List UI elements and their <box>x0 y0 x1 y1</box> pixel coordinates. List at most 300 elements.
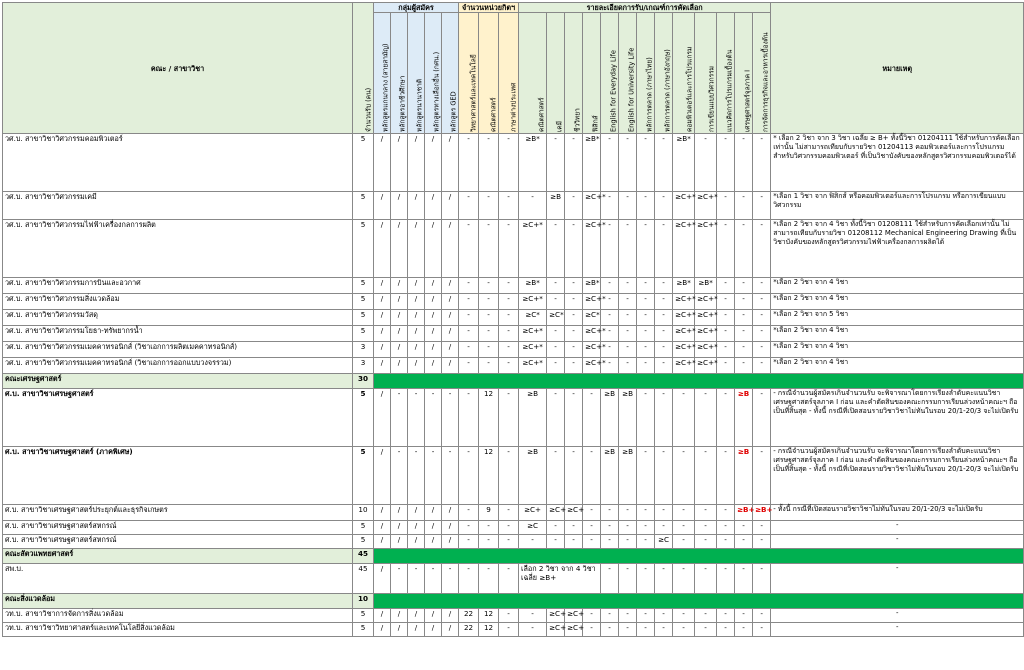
criteria-cell: ≥B* <box>519 134 547 192</box>
program-name: วศ.บ. สาขาวิชาวิศวกรรมสิ่งแวดล้อม <box>3 294 353 310</box>
criteria-subject-header: คณิตศาสตร์ <box>519 13 547 134</box>
criteria-cell: ≥C+* <box>583 358 601 374</box>
criteria-cell: / <box>374 609 391 623</box>
criteria-cell: - <box>717 294 735 310</box>
criteria-cell: - <box>459 521 479 535</box>
criteria-cell: - <box>735 358 753 374</box>
criteria-cell: - <box>601 342 619 358</box>
criteria-cell: - <box>735 609 753 623</box>
criteria-cell: - <box>408 564 425 594</box>
criteria-cell: / <box>374 326 391 342</box>
criteria-cell: - <box>583 389 601 447</box>
criteria-cell: - <box>499 623 519 637</box>
criteria-subject-header: English for University Life <box>619 13 637 134</box>
criteria-cell: / <box>408 358 425 374</box>
criteria-cell: - <box>637 134 655 192</box>
criteria-cell: / <box>391 294 408 310</box>
applicant-type-header: หลักสูตร GED <box>442 13 459 134</box>
criteria-cell: / <box>442 535 459 549</box>
criteria-cell: - <box>655 220 673 278</box>
criteria-cell: - <box>601 134 619 192</box>
criteria-cell: - <box>459 134 479 192</box>
criteria-cell: / <box>408 521 425 535</box>
criteria-cell: / <box>408 134 425 192</box>
faculty-section-name: คณะสิ่งแวดล้อม <box>3 594 353 609</box>
criteria-cell: - <box>499 342 519 358</box>
criteria-cell: - <box>695 535 717 549</box>
criteria-cell: 12 <box>479 447 499 505</box>
criteria-cell: - <box>425 564 442 594</box>
criteria-cell: / <box>425 326 442 342</box>
criteria-cell: / <box>374 564 391 594</box>
table-row <box>3 358 1024 374</box>
criteria-cell: - <box>619 134 637 192</box>
criteria-cell: / <box>408 609 425 623</box>
criteria-cell: - <box>479 326 499 342</box>
program-note: *เลือก 2 วิชา จาก 4 วิชา <box>771 326 1024 342</box>
criteria-cell: - <box>655 310 673 326</box>
program-quota: 5 <box>353 535 374 549</box>
criteria-cell: - <box>655 389 673 447</box>
criteria-cell: / <box>391 342 408 358</box>
criteria-cell: - <box>619 521 637 535</box>
criteria-cell: - <box>547 535 565 549</box>
criteria-cell: - <box>499 358 519 374</box>
criteria-cell: - <box>753 358 771 374</box>
criteria-cell: / <box>374 192 391 220</box>
criteria-cell: - <box>637 609 655 623</box>
criteria-subject-header: การเขียนแบบวิศวกรรม <box>695 13 717 134</box>
unit-subject-header: ภาษาต่างประเทศ <box>499 13 519 134</box>
criteria-cell: - <box>753 220 771 278</box>
unit-subject-header: วิทยาศาสตร์และเทคโนโลยี <box>459 13 479 134</box>
criteria-cell: - <box>655 358 673 374</box>
criteria-cell: ≥C+* <box>673 358 695 374</box>
program-note: - กรณีจำนวนผู้สมัครเกินจำนวนรับ จะพิจารณาโดยการเรียงลำดับคะแนนวิชาเศรษฐศาสตร์จุลภาค I ก่อน และคำตัดสินของคณะกรรมการเรียนล่วงหน้าคณะฯ ถือเป็นที่สิ้นสุด - ทั้งนี้ กรณีที่เปิดสอนรายวิชาวิชาไม่ทันในรอบ 20/1-20/3 จะไม่เปิดรับ <box>771 389 1024 447</box>
criteria-cell: - <box>565 192 583 220</box>
criteria-cell: / <box>442 220 459 278</box>
criteria-cell: - <box>717 609 735 623</box>
program-name: วศ.บ. สาขาวิชาวิศวกรรมไฟฟ้าเครื่องกลการผลิต <box>3 220 353 278</box>
criteria-cell: / <box>374 521 391 535</box>
criteria-cell: - <box>499 505 519 521</box>
criteria-cell: - <box>499 294 519 310</box>
criteria-cell: - <box>655 294 673 310</box>
criteria-cell: 12 <box>479 609 499 623</box>
criteria-cell: - <box>655 134 673 192</box>
program-note: *เลือก 2 วิชา จาก 4 วิชา <box>771 358 1024 374</box>
criteria-cell: - <box>753 310 771 326</box>
criteria-cell: ≥C+* <box>519 342 547 358</box>
criteria-cell: - <box>565 310 583 326</box>
criteria-cell: / <box>374 134 391 192</box>
program-name: ศ.บ. สาขาวิชาเศรษฐศาสตร์ (ภาคพิเศษ) <box>3 447 353 505</box>
criteria-cell: - <box>637 564 655 594</box>
criteria-cell: / <box>408 294 425 310</box>
criteria-cell: / <box>442 505 459 521</box>
criteria-cell: - <box>601 192 619 220</box>
table-row <box>3 342 1024 358</box>
criteria-cell: - <box>479 192 499 220</box>
criteria-cell: - <box>601 220 619 278</box>
criteria-cell: - <box>479 294 499 310</box>
criteria-cell: - <box>519 535 547 549</box>
criteria-cell: 12 <box>479 623 499 637</box>
criteria-cell: - <box>601 521 619 535</box>
criteria-cell: - <box>753 623 771 637</box>
criteria-cell: / <box>391 278 408 294</box>
program-quota: 5 <box>353 310 374 326</box>
table-row <box>3 134 1024 192</box>
criteria-cell: - <box>519 192 547 220</box>
program-name: วท.บ. สาขาวิชาการจัดการสิ่งแวดล้อม <box>3 609 353 623</box>
criteria-cell: / <box>408 278 425 294</box>
criteria-cell: - <box>391 564 408 594</box>
criteria-cell: - <box>637 389 655 447</box>
criteria-cell: / <box>391 326 408 342</box>
criteria-cell: - <box>717 505 735 521</box>
criteria-cell: ≥B <box>547 192 565 220</box>
criteria-cell: ≥C+ <box>565 609 583 623</box>
criteria-cell: / <box>391 521 408 535</box>
table-row <box>3 192 1024 220</box>
program-name: ศ.บ. สาขาวิชาเศรษฐศาสตร์สหกรณ์ <box>3 535 353 549</box>
criteria-cell: / <box>374 358 391 374</box>
criteria-cell: - <box>408 447 425 505</box>
criteria-cell: - <box>601 326 619 342</box>
program-quota: 5 <box>353 609 374 623</box>
criteria-cell: ≥C+* <box>695 342 717 358</box>
faculty-section-quota: 45 <box>353 549 374 564</box>
program-note: *เลือก 2 วิชา จาก 4 วิชา <box>771 342 1024 358</box>
criteria-cell: - <box>717 278 735 294</box>
criteria-cell: ≥B+ <box>735 505 753 521</box>
criteria-cell: / <box>408 310 425 326</box>
criteria-cell: / <box>391 358 408 374</box>
criteria-cell: / <box>442 609 459 623</box>
criteria-cell: - <box>442 564 459 594</box>
criteria-cell: - <box>425 447 442 505</box>
criteria-cell: - <box>459 326 479 342</box>
criteria-cell: - <box>753 326 771 342</box>
table-row <box>3 521 1024 535</box>
criteria-cell: / <box>442 192 459 220</box>
criteria-cell: ≥C+* <box>583 326 601 342</box>
section-band <box>374 549 1024 564</box>
criteria-cell: - <box>479 220 499 278</box>
criteria-cell: ≥C+* <box>519 220 547 278</box>
criteria-cell: - <box>753 447 771 505</box>
criteria-cell: ≥C+* <box>519 294 547 310</box>
table-row <box>3 609 1024 623</box>
criteria-cell: - <box>583 623 601 637</box>
admission-criteria-table <box>2 2 1024 637</box>
criteria-cell: - <box>583 521 601 535</box>
program-quota: 3 <box>353 358 374 374</box>
criteria-cell: - <box>479 521 499 535</box>
table-row <box>3 326 1024 342</box>
criteria-cell: - <box>637 535 655 549</box>
criteria-cell: - <box>619 358 637 374</box>
criteria-cell: ≥B* <box>673 134 695 192</box>
program-note: *เลือก 2 วิชา จาก 4 วิชา ทั้งนี้วิชา 01208111 ใช้สำหรับการคัดเลือกเท่านั้น ไม่สามารถเทียบกับรายวิชา 01208112 Mechanical Engineering Drawing ที่เป็นวิชาบังคับของหลักสูตรวิศวกรรมไฟฟ้าเครื่องกลการผลิตได้ <box>771 220 1024 278</box>
criteria-cell: - <box>619 609 637 623</box>
criteria-cell: - <box>459 447 479 505</box>
criteria-cell: - <box>637 220 655 278</box>
criteria-cell: / <box>391 310 408 326</box>
criteria-cell: - <box>619 564 637 594</box>
faculty-section-row <box>3 374 1024 389</box>
criteria-cell: - <box>637 192 655 220</box>
criteria-cell: ≥B <box>619 389 637 447</box>
program-quota: 45 <box>353 564 374 594</box>
criteria-cell: - <box>717 447 735 505</box>
criteria-cell: - <box>673 609 695 623</box>
units-group-header: จำนวนหน่วยกิตฯ <box>459 3 519 13</box>
criteria-subject-header: English for Everyday Life <box>601 13 619 134</box>
faculty-section-quota: 10 <box>353 594 374 609</box>
criteria-cell: / <box>391 192 408 220</box>
criteria-cell: ≥C+* <box>695 358 717 374</box>
program-name: วศ.บ. สาขาวิชาวิศวกรรมโยธา-ทรัพยากรน้ำ <box>3 326 353 342</box>
criteria-cell: - <box>717 521 735 535</box>
criteria-subject-header: การจัดการธุรกิจและอาหารเบื้องต้น <box>753 13 771 134</box>
header-group-row <box>3 3 1024 13</box>
criteria-cell: / <box>425 220 442 278</box>
criteria-cell: / <box>442 294 459 310</box>
criteria-cell: - <box>547 358 565 374</box>
criteria-cell: ≥C* <box>547 310 565 326</box>
criteria-cell: / <box>374 623 391 637</box>
faculty-section-name: คณะสัตวแพทยศาสตร์ <box>3 549 353 564</box>
criteria-cell: / <box>408 535 425 549</box>
criteria-cell: / <box>391 609 408 623</box>
program-name: ศ.บ. สาขาวิชาเศรษฐศาสตร์ <box>3 389 353 447</box>
criteria-cell: - <box>673 535 695 549</box>
criteria-cell: / <box>374 505 391 521</box>
criteria-cell: - <box>565 447 583 505</box>
program-note: - <box>771 609 1024 623</box>
criteria-cell: - <box>695 389 717 447</box>
criteria-cell: - <box>655 521 673 535</box>
criteria-cell: ≥C+* <box>519 358 547 374</box>
criteria-cell: ≥C+* <box>695 326 717 342</box>
table-row <box>3 389 1024 447</box>
criteria-cell: ≥C+* <box>673 220 695 278</box>
criteria-cell: - <box>637 505 655 521</box>
program-note: *เลือก 2 วิชา จาก 4 วิชา <box>771 294 1024 310</box>
criteria-cell: - <box>499 220 519 278</box>
criteria-cell: - <box>391 447 408 505</box>
criteria-cell: / <box>442 310 459 326</box>
unit-subject-header: คณิตศาสตร์ <box>479 13 499 134</box>
criteria-cell: - <box>655 609 673 623</box>
criteria-cell: / <box>425 192 442 220</box>
criteria-cell: - <box>408 389 425 447</box>
criteria-cell: ≥C+ <box>547 505 565 521</box>
criteria-cell: - <box>499 535 519 549</box>
criteria-cell: / <box>425 278 442 294</box>
criteria-cell: ≥C <box>519 521 547 535</box>
criteria-cell: ≥B <box>601 389 619 447</box>
criteria-cell: - <box>565 220 583 278</box>
criteria-cell: - <box>695 623 717 637</box>
table-row <box>3 294 1024 310</box>
applicant-type-header: หลักสูตรทางเลือกอื่น (กศน.) <box>425 13 442 134</box>
criteria-cell: ≥C+* <box>673 294 695 310</box>
criteria-cell: ≥C <box>655 535 673 549</box>
criteria-cell: / <box>442 326 459 342</box>
criteria-cell: ≥B+ <box>753 505 771 521</box>
criteria-cell: - <box>479 134 499 192</box>
criteria-cell: - <box>547 521 565 535</box>
criteria-cell: - <box>695 134 717 192</box>
criteria-cell: - <box>637 278 655 294</box>
faculty-column-header: คณะ / สาขาวิชา <box>3 3 353 134</box>
criteria-cell: / <box>442 521 459 535</box>
criteria-cell: - <box>459 220 479 278</box>
criteria-cell: - <box>717 326 735 342</box>
criteria-cell: ≥C+ <box>547 623 565 637</box>
criteria-cell: / <box>374 447 391 505</box>
criteria-cell: / <box>425 134 442 192</box>
program-quota: 5 <box>353 447 374 505</box>
faculty-section-name: คณะเศรษฐศาสตร์ <box>3 374 353 389</box>
criteria-cell: - <box>619 342 637 358</box>
criteria-cell: - <box>673 505 695 521</box>
criteria-cell: - <box>655 326 673 342</box>
criteria-cell: - <box>673 521 695 535</box>
criteria-cell: - <box>619 535 637 549</box>
criteria-cell: - <box>391 389 408 447</box>
criteria-subject-header: เศรษฐศาสตร์จุลภาค I <box>735 13 753 134</box>
criteria-cell: - <box>637 358 655 374</box>
criteria-cell: - <box>735 342 753 358</box>
criteria-cell: - <box>499 310 519 326</box>
program-name: วศ.บ. สาขาวิชาวิศวกรรมเคมี <box>3 192 353 220</box>
criteria-cell: - <box>735 310 753 326</box>
faculty-section-quota: 30 <box>353 374 374 389</box>
program-note: - ทั้งนี้ กรณีที่เปิดสอนรายวิชาวิชาไม่ทันในรอบ 20/1-20/3 จะไม่เปิดรับ <box>771 505 1024 521</box>
notes-column-header: หมายเหตุ <box>771 3 1024 134</box>
program-name: วศ.บ. สาขาวิชาวิศวกรรมวัสดุ <box>3 310 353 326</box>
program-quota: 3 <box>353 342 374 358</box>
criteria-subject-header: ฟิสิกส์ <box>583 13 601 134</box>
criteria-cell: / <box>374 389 391 447</box>
program-quota: 5 <box>353 294 374 310</box>
criteria-cell: - <box>425 389 442 447</box>
criteria-cell: / <box>425 358 442 374</box>
criteria-cell: / <box>408 220 425 278</box>
criteria-cell: - <box>547 220 565 278</box>
criteria-cell: - <box>565 342 583 358</box>
criteria-cell: - <box>637 310 655 326</box>
criteria-cell: ≥B* <box>583 278 601 294</box>
criteria-subject-header: คอมพิวเตอร์และการโปรแกรม <box>673 13 695 134</box>
criteria-cell: ≥C+* <box>583 192 601 220</box>
criteria-cell: ≥B <box>735 447 753 505</box>
program-note: *เลือก 1 วิชา จาก ฟิสิกส์ หรือคอมพิวเตอร์และการโปรแกรม หรือการเขียนแบบวิศวกรรม <box>771 192 1024 220</box>
section-band <box>374 594 1024 609</box>
program-note: *เลือก 2 วิชา จาก 5 วิชา <box>771 310 1024 326</box>
criteria-cell: - <box>619 623 637 637</box>
program-note: * เลือก 2 วิชา จาก 3 วิชา เฉลี่ย ≥ B+ ทั้งนี้วิชา 01204111 ใช้สำหรับการคัดเลือกเท่านั้น ไม่สามารถเทียบกับรายวิชา 01204113 คอมพิวเตอร์และการโปรแกรม สำหรับวิศวกรรมคอมพิวเตอร์ ที่เป็นวิชาบังคับของหลักสูตรวิศวกรรมคอมพิวเตอร์ได้ <box>771 134 1024 192</box>
criteria-cell: - <box>753 294 771 310</box>
criteria-cell: - <box>442 389 459 447</box>
criteria-cell: - <box>479 358 499 374</box>
criteria-cell: - <box>565 535 583 549</box>
criteria-cell: / <box>374 535 391 549</box>
criteria-cell: - <box>547 447 565 505</box>
criteria-cell: ≥C+* <box>583 342 601 358</box>
criteria-cell: - <box>565 389 583 447</box>
criteria-cell: - <box>655 505 673 521</box>
criteria-cell: - <box>583 447 601 505</box>
criteria-cell: / <box>425 521 442 535</box>
criteria-cell: - <box>459 294 479 310</box>
program-quota: 5 <box>353 623 374 637</box>
criteria-cell: / <box>442 623 459 637</box>
criteria-cell: ≥B <box>519 389 547 447</box>
table-row <box>3 278 1024 294</box>
criteria-cell: - <box>695 609 717 623</box>
criteria-cell: - <box>459 192 479 220</box>
criteria-cell: - <box>547 326 565 342</box>
table-row <box>3 310 1024 326</box>
criteria-cell: - <box>499 447 519 505</box>
criteria-cell: - <box>735 134 753 192</box>
criteria-cell: / <box>391 535 408 549</box>
criteria-cell: - <box>442 447 459 505</box>
criteria-cell: - <box>601 505 619 521</box>
program-quota: 5 <box>353 134 374 192</box>
criteria-cell: / <box>408 505 425 521</box>
criteria-cell: - <box>619 278 637 294</box>
criteria-cell: - <box>547 134 565 192</box>
criteria-cell: - <box>547 342 565 358</box>
table-body <box>3 134 1024 637</box>
criteria-cell: - <box>637 623 655 637</box>
criteria-cell: ≥C+* <box>583 220 601 278</box>
criteria-subject-header: หลักการตลาด (ภาษาไทย) <box>637 13 655 134</box>
criteria-cell: - <box>619 294 637 310</box>
criteria-cell: - <box>499 521 519 535</box>
criteria-cell: - <box>499 192 519 220</box>
faculty-section-row <box>3 549 1024 564</box>
criteria-subject-header: แนวคิดการโปรแกรมเบื้องต้น <box>717 13 735 134</box>
criteria-cell: - <box>459 505 479 521</box>
program-note: - <box>771 564 1024 594</box>
criteria-cell: / <box>391 134 408 192</box>
criteria-cell: - <box>565 358 583 374</box>
criteria-cell: - <box>619 220 637 278</box>
criteria-cell: - <box>601 623 619 637</box>
criteria-cell: - <box>637 447 655 505</box>
criteria-subject-header: เคมี <box>547 13 565 134</box>
criteria-cell: ≥C+ <box>565 623 583 637</box>
criteria-cell: - <box>547 294 565 310</box>
criteria-subject-header: หลักการตลาด (ภาษาอังกฤษ) <box>655 13 673 134</box>
criteria-cell: - <box>717 623 735 637</box>
criteria-cell: ≥C+* <box>695 220 717 278</box>
program-note: - <box>771 521 1024 535</box>
criteria-cell: - <box>459 342 479 358</box>
program-name: ศ.บ. สาขาวิชาเศรษฐศาสตร์สหกรณ์ <box>3 521 353 535</box>
table-row <box>3 447 1024 505</box>
criteria-cell: - <box>735 326 753 342</box>
criteria-cell: ≥B <box>519 447 547 505</box>
program-quota: 5 <box>353 521 374 535</box>
